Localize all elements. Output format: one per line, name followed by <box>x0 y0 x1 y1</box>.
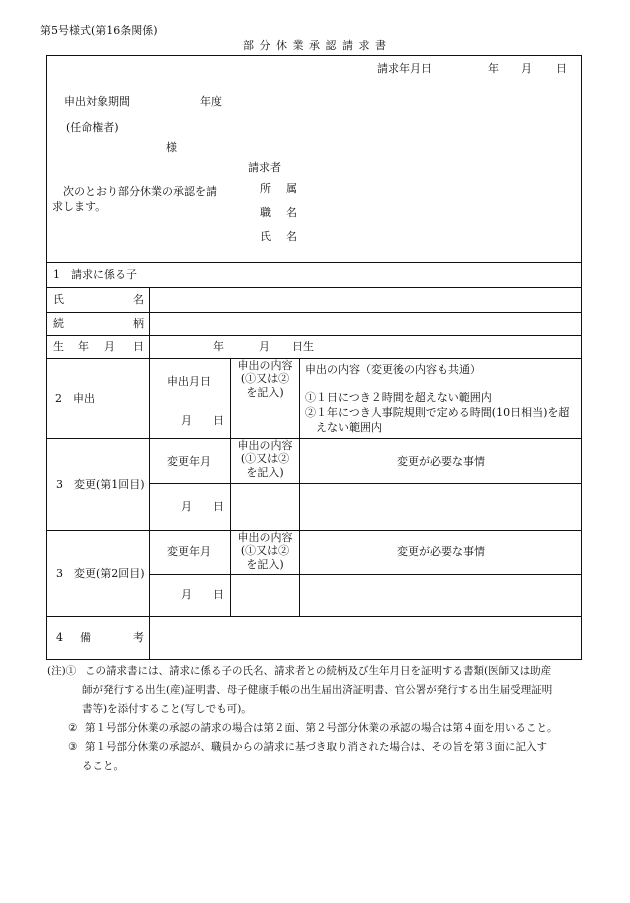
application-content-title: 申出の内容（変更後の内容も共通） <box>305 363 481 376</box>
note-2-mark: ② <box>68 722 78 734</box>
request-date-label: 請求年月日 <box>377 62 432 75</box>
change2-content-head-1: 申出の内容 <box>237 531 293 544</box>
application-month: 月 <box>181 414 192 427</box>
date-day: 日 <box>556 62 567 75</box>
rule <box>149 483 582 484</box>
application-label: 2 申出 <box>55 392 95 405</box>
note-3-line-1: 第１号部分休業の承認が、職員からの請求に基づき取り消された場合は、その旨を第３面に記入す <box>85 741 547 753</box>
change1-reason: 変更が必要な事情 <box>397 455 485 468</box>
relation-label-2: 柄 <box>133 317 144 330</box>
change1-content-head-1: 申出の内容 <box>237 439 293 452</box>
application-day: 日 <box>213 414 224 427</box>
application-date-label: 申出月日 <box>167 375 211 388</box>
application-content-head-1: 申出の内容 <box>237 359 293 372</box>
rule <box>46 312 582 313</box>
rule <box>46 287 582 288</box>
change1-content-head-3: を記入) <box>246 466 284 479</box>
note-3-mark: ③ <box>68 741 78 753</box>
rule <box>46 262 582 263</box>
change1-date-label: 変更年月 <box>167 455 211 468</box>
child-name-label-1: 氏 <box>53 293 64 306</box>
request-text-1: 次のとおり部分休業の承認を請 <box>63 185 217 198</box>
option-1: ①１日につき２時間を超えない範囲内 <box>305 391 492 404</box>
remarks-label-2: 考 <box>133 631 144 644</box>
birth-label-3: 月 <box>104 340 115 353</box>
change2-date-label: 変更年月 <box>167 545 211 558</box>
birth-label-4: 日 <box>133 340 144 353</box>
change1-month: 月 <box>181 500 192 513</box>
note-1-line-1: この請求書には、請求に係る子の氏名、請求者との続柄及び生年月日を証明する書類(医師又は助産 <box>85 665 552 677</box>
period-label: 申出対象期間 <box>64 95 130 108</box>
requester-label: 請求者 <box>248 161 281 174</box>
note-3-line-2: ること。 <box>82 760 124 772</box>
birth-year: 年 <box>213 340 224 353</box>
note-1-line-3: 書等)を添付すること(写しでも可)。 <box>82 703 252 715</box>
relation-label-1: 続 <box>53 317 64 330</box>
child-name-label-2: 名 <box>133 293 144 306</box>
option-2-line-2: えない範囲内 <box>316 421 382 434</box>
affiliation-label: 所 属 <box>260 182 299 195</box>
request-text-2: 求します。 <box>52 200 107 213</box>
application-content-head-3: を記入) <box>246 386 284 399</box>
notes-prefix: (注)① <box>47 665 77 677</box>
date-month: 月 <box>521 62 532 75</box>
rule <box>299 358 300 438</box>
note-2: 第１号部分休業の承認の請求の場合は第２面、第２号部分休業の承認の場合は第４面を用いること。 <box>85 722 558 734</box>
rule <box>46 616 582 617</box>
change2-day: 日 <box>213 588 224 601</box>
change1-day: 日 <box>213 500 224 513</box>
appointer-label: (任命権者) <box>66 121 119 134</box>
change2-month: 月 <box>181 588 192 601</box>
birth-month: 月 <box>259 340 270 353</box>
period-year: 年度 <box>200 95 222 108</box>
page-title: 部 分 休 業 承 認 請 求 書 <box>243 39 387 52</box>
change1-label: 3 変更(第1回目) <box>56 478 145 491</box>
change2-reason: 変更が必要な事情 <box>397 545 485 558</box>
birth-label-1: 生 <box>53 340 64 353</box>
rule <box>46 438 582 439</box>
birth-label-2: 年 <box>78 340 89 353</box>
rule <box>46 358 582 359</box>
change2-content-head-2: (①又は② <box>240 544 290 557</box>
change2-content-head-3: を記入) <box>246 558 284 571</box>
birth-day: 日生 <box>292 340 314 353</box>
option-2-line-1: ②１年につき人事院規則で定める時間(10日相当)を超 <box>305 406 570 419</box>
sama-label: 様 <box>166 141 177 154</box>
child-section-heading: 1 請求に係る子 <box>53 268 137 281</box>
position-label: 職 名 <box>260 206 299 219</box>
rule <box>46 530 582 531</box>
change2-label: 3 変更(第2回目) <box>56 567 145 580</box>
form-number: 第5号様式(第16条関係) <box>40 24 158 37</box>
rule <box>149 287 150 660</box>
rule <box>46 335 582 336</box>
remarks-number: 4 <box>56 631 63 644</box>
remarks-label-1: 備 <box>80 631 91 644</box>
note-1-line-2: 師が発行する出生(産)証明書、母子健康手帳の出生届出済証明書、官公署が発行する出生届受理証明 <box>82 684 553 696</box>
name-label: 氏 名 <box>260 230 299 243</box>
change1-content-head-2: (①又は② <box>240 452 290 465</box>
application-content-head-2: (①又は② <box>240 372 290 385</box>
rule <box>149 574 582 575</box>
date-year: 年 <box>488 62 499 75</box>
